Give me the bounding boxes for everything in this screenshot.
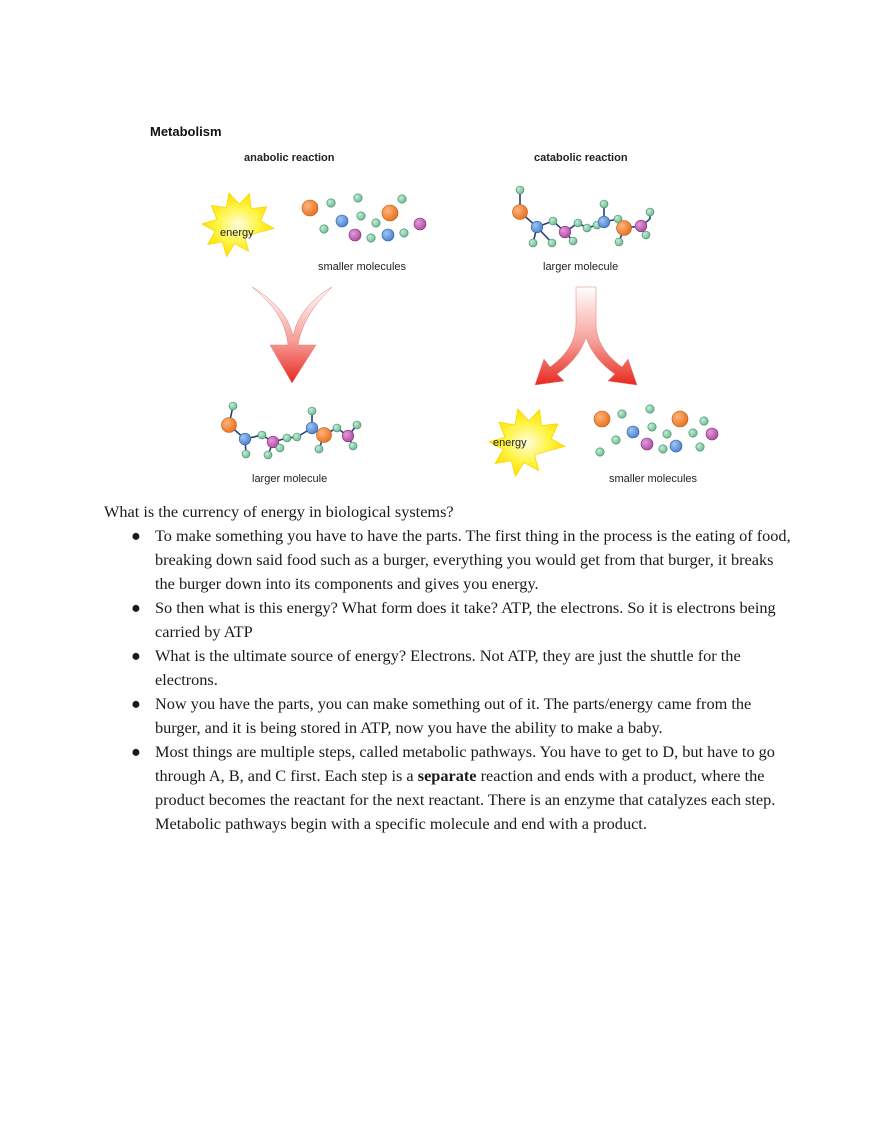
- list-item: [104, 596, 794, 644]
- energy-sun-icon-bottom: [489, 409, 565, 476]
- energy-label: energy: [220, 227, 254, 239]
- diverging-arrow-icon: [535, 287, 637, 385]
- list-item: [104, 524, 794, 596]
- converging-arrow-icon: [252, 287, 332, 383]
- bullet-icon: ●: [131, 742, 141, 761]
- anabolic-heading: anabolic reaction: [244, 152, 335, 164]
- larger-molecule-label-bottom: larger molecule: [252, 473, 328, 485]
- bullet-icon: ●: [131, 598, 141, 617]
- list-item: [104, 644, 794, 692]
- smaller-molecules-icon: [302, 194, 426, 242]
- larger-molecule-atoms-bottom: [222, 402, 362, 459]
- list-item: [104, 692, 794, 740]
- diagram-title: Metabolism: [150, 124, 222, 139]
- smaller-molecules-label-top: smaller molecules: [318, 261, 407, 273]
- smaller-molecules-icon-bottom: [594, 405, 718, 456]
- bullet-text: So then what is this energy? What form does it take? ATP, the electrons. So it is electrons being carried by ATP: [155, 598, 776, 641]
- catabolic-heading: catabolic reaction: [534, 152, 628, 164]
- metabolism-diagram-svg: [140, 115, 740, 495]
- metabolism-diagram: [140, 115, 740, 495]
- bullet-text: What is the ultimate source of energy? Electrons. Not ATP, they are just the shuttle for the electrons.: [155, 646, 741, 689]
- question-heading: What is the currency of energy in biological systems?: [104, 502, 454, 521]
- list-item: [104, 740, 794, 836]
- bullet-text-end: reaction and ends with a product, where the product becomes the reactant for the next reactant. There is an enzyme that catalyzes each step. Metabolic pathways begin with a specific molecule and end with a product.: [155, 766, 776, 833]
- bullet-list: [104, 524, 794, 836]
- bullet-text-start: Most things are multiple steps, called metabolic pathways. You have to get to D, but have to go through A, B, and C first. Each step is a: [155, 742, 775, 785]
- energy-sun-icon: [202, 193, 274, 257]
- bullet-text: To make something you have to have the parts. The first thing in the process is the eating of food, breaking down said food such as a burger, everything you would get from that burger, it breaks the burger down into its components and gives you energy.: [155, 526, 791, 593]
- bullet-icon: ●: [131, 646, 141, 665]
- emphasis-separate: separate: [417, 766, 477, 785]
- larger-molecule-icon-top: [520, 190, 650, 243]
- bullet-icon: ●: [131, 694, 141, 713]
- notes-body: [104, 500, 794, 836]
- energy-label-bottom: energy: [493, 437, 527, 449]
- bullet-icon: ●: [131, 526, 141, 545]
- bullet-text: Now you have the parts, you can make something out of it. The parts/energy came from the burger, and it is being stored in ATP, now you have the ability to make a baby.: [155, 694, 752, 737]
- smaller-molecules-label-bottom: smaller molecules: [609, 473, 698, 485]
- larger-molecule-label-top: larger molecule: [543, 261, 619, 273]
